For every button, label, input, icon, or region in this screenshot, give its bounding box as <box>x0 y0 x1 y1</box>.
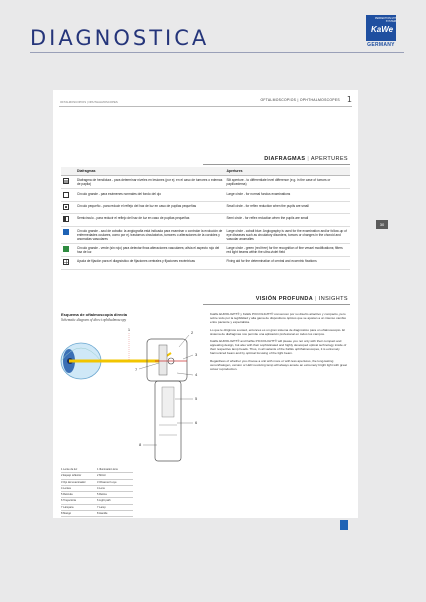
paragraph: KaWe EUROLIGHT® and KaWe PICCOLIGHT® will please you not only with their compact and appealing design, but also with their sophisticated and highly developed optical technology inside of their respective lamp heads. Thus, in all variants of the KaWe ophthalmoscopes, it is extremely harmonized beam and by optimal focusing of the light beam. <box>210 338 347 356</box>
header-rule <box>30 52 404 53</box>
logo-tagline: PERFEKTION MIT SYSTEM <box>375 17 396 23</box>
slit-aperture-icon <box>63 178 69 184</box>
table-cell-en: Large circle - green (red free) for the recognition of fine vessel modifications; filters red light beams within the ultra-violet field <box>224 243 350 256</box>
paragraph: Regardless of whether you choose a unit with more or with less apertures, the long-lasting xenon/halogen, version or LED revolving lamp will always amaze an extremely bright light with great colour reproduction. <box>210 358 347 371</box>
legend-es: 8 Mango <box>61 512 72 516</box>
table-cell-es: Círculo grande - para exámenes normales del fondo del ojo <box>75 189 224 201</box>
table-row <box>61 201 350 213</box>
table-header-row <box>61 167 350 176</box>
table-cell-en: Large circle - for normal fundus examinations <box>224 189 350 201</box>
legend-es: 3 Ojo del examinador <box>61 480 86 484</box>
table-header-en: Apertures <box>224 167 350 176</box>
diagram-subtitle: Schematic diagram of direct ophthalmoscopy <box>61 318 127 322</box>
legend-es: 7 Lámpara <box>61 505 74 509</box>
table-cell-es: Círculo grande - verde (sin rojo) para detectar finas alteraciones vasculares; alivia el aspecto rojo del haz de luz <box>75 243 224 256</box>
table-cell-es: Círculo pequeño - para reducir el reflejo del haz de luz en caso de pupilas pequeñas <box>75 201 224 213</box>
kawe-logo <box>366 15 396 41</box>
legend-en: 1 Illumination lens <box>97 468 118 471</box>
section-heading-es: DIAFRAGMAS <box>264 156 306 162</box>
table-row <box>61 214 350 226</box>
legend-es: 2 Espejo reflector <box>61 474 82 478</box>
callout-5: 5 <box>195 396 198 401</box>
header-title: DIAGNOSTICA <box>30 26 210 50</box>
legend-en: 8 Handle <box>97 512 108 516</box>
table-cell-es: Diafragma de hendidura - para determinar niveles en lesiones (por ej. en el caso de tumores o edemas de papila) <box>75 176 224 189</box>
callout-6: 6 <box>195 420 198 425</box>
section-rule <box>203 164 350 165</box>
legend-en: 5 Retina <box>97 493 107 497</box>
table-header-icon <box>61 167 75 176</box>
table-row <box>61 257 350 269</box>
insights-text <box>210 312 350 374</box>
table-cell-en: Semi circle - for reflex reduction when the pupils are small <box>224 214 350 226</box>
section-rule <box>203 304 350 305</box>
diagram-legend <box>61 467 133 517</box>
table-cell-es: Círculo grande - azul de cobalto: la angiografía está indicada para examinar o controlar la evolución de enfermedades oculares, como por ej. trastornos circulatorios, tumores o alteraciones de la coroides y anomalías vasculares <box>75 226 224 243</box>
callout-7: 7 <box>135 367 138 372</box>
small-circle-icon <box>63 204 69 210</box>
cobalt-blue-icon <box>63 229 69 235</box>
fixation-star-icon <box>63 259 69 265</box>
legend-es: 1 Lente de luz <box>61 468 78 471</box>
side-page-tab: 30 <box>376 220 388 229</box>
semi-circle-icon <box>63 216 69 222</box>
large-circle-icon <box>63 192 69 198</box>
legend-en: 4 Lens <box>97 486 105 490</box>
breadcrumb-right: OFTALMOSCOPIOS | OPHTHALMOSCOPES <box>260 98 340 102</box>
section-heading-es: VISIÓN PROFUNDA <box>255 296 314 302</box>
red-free-green-icon <box>63 246 69 252</box>
table-row <box>61 189 350 201</box>
paragraph: Lo que le dirigimos a usted, entonces es un gran sistema de diagnóstico para un oftalmoscopio. El sistema de diafragmas nos permite una aplicación profesional en todos los campos. <box>210 327 345 336</box>
apertures-table <box>61 167 350 270</box>
breadcrumb-left: OFTALMOSCOPIOS | OPHTHALMOSCOPES <box>60 100 118 104</box>
legend-en: 2 Mirror <box>97 474 106 478</box>
legend-es: 4 Lentes <box>61 486 71 490</box>
table-row <box>61 176 350 189</box>
table-cell-es: Semicírculo - para reducir el reflejo del haz de luz en caso de pupilas pequeñas <box>75 214 224 226</box>
callout-4: 4 <box>195 372 198 377</box>
section-heading-insights: VISIÓN PROFUNDA | INSIGHTS <box>255 296 348 302</box>
table-row <box>61 243 350 256</box>
callout-3: 3 <box>195 352 198 357</box>
logo-country: GERMANY <box>367 42 395 48</box>
table-cell-en: Fixing aid for the determination of central and eccentric fixations <box>224 257 350 269</box>
callout-1: 1 <box>127 327 131 332</box>
legend-row <box>61 511 133 517</box>
table-cell-en: Large circle - cobalt blue: Angiography is used for the examination and/or follow-up of eye diseases such as circulatory disorders, tumors or changes in the choroid and vascular anomalies <box>224 226 350 243</box>
legend-es: 5 Reticula <box>61 493 73 497</box>
page-number: 1 <box>346 95 352 104</box>
callout-8: 8 <box>139 442 142 447</box>
legend-en: 7 Lamp <box>97 505 106 509</box>
page-top-rule <box>59 106 352 107</box>
legend-en: 6 Light path <box>97 499 111 503</box>
table-cell-en: Slit aperture - to differentiate level difference (e.g. in the case of tumors or papilloedema) <box>224 176 350 189</box>
legend-en: 3 Observer's eye <box>97 480 117 484</box>
diagram-title: Esquema de oftalmoscopía directa <box>61 312 128 317</box>
section-heading-apertures: DIAFRAGMAS | APERTURES <box>264 156 348 162</box>
section-heading-en: INSIGHTS <box>318 296 348 302</box>
logo-mark: KaWe <box>371 25 394 34</box>
table-header-es: Diafragmas <box>75 167 224 176</box>
table-cell-en: Small circle - for reflex reduction when the pupils are small <box>224 201 350 213</box>
callout-2: 2 <box>191 330 194 335</box>
legend-es: 6 Trayectoria <box>61 499 76 503</box>
ophthalmoscope-handle <box>155 381 181 461</box>
ophthalmoscope-diagram <box>59 325 207 465</box>
table-cell-es: Ayuda de fijación para el diagnóstico de fijaciones centrales y fijaciones excéntricas <box>75 257 224 269</box>
kawe-small-logo-icon <box>340 520 348 530</box>
paragraph: KaWe EUROLIGHT® y KaWe PICCOLIGHT® convencen por su diseño atractivo y compacto, pero sobre todo por la legibilidad y alta gama de dispositivos ópticos que se ajustan a un intenso cambio entre paciente y especialista. <box>210 312 347 325</box>
catalog-page <box>53 90 358 518</box>
table-row <box>61 226 350 243</box>
section-heading-en: APERTURES <box>310 156 348 162</box>
